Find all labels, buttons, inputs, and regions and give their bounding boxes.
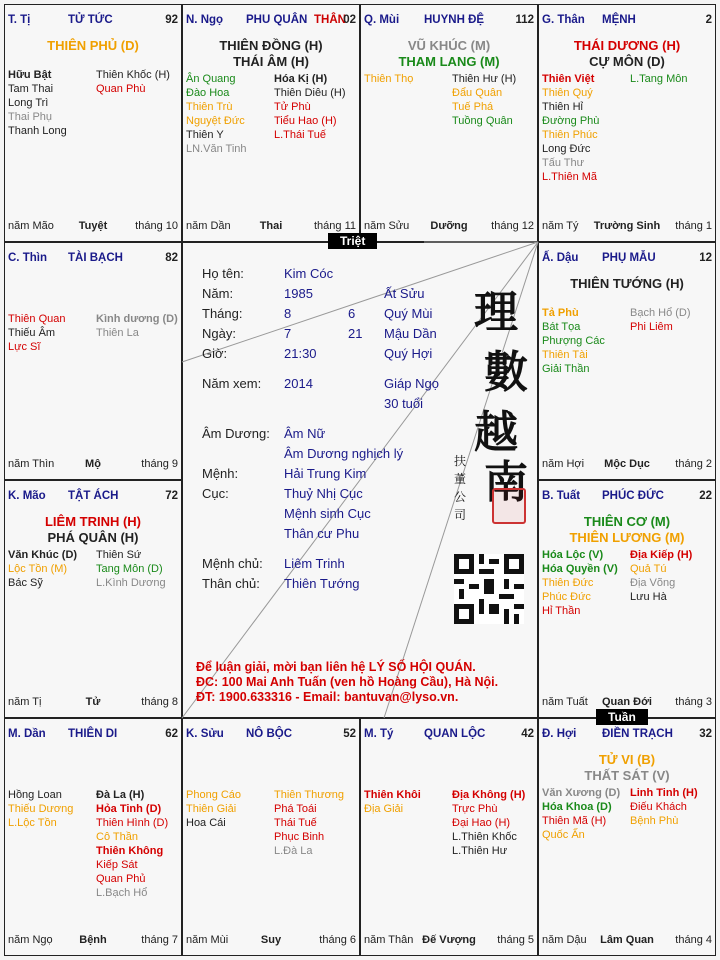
menh-label: Mệnh: (202, 466, 239, 481)
ho-ten: Kim Cóc (284, 266, 334, 281)
minor-star: Nguyệt Đức (186, 115, 245, 127)
minor-star: Thiên Việt (542, 73, 595, 85)
nam-xem-label: Năm xem: (202, 376, 262, 391)
am-duong-2: Âm Dương nghịch lý (284, 446, 404, 461)
thang-am: 8 (284, 306, 292, 321)
minor-star: Bệnh Phù (630, 815, 679, 827)
right-star-column (452, 788, 525, 858)
minor-star: Đẩu Quân (452, 87, 503, 99)
nam-label: Năm: (202, 286, 234, 301)
thang-label: Tháng: (202, 306, 243, 321)
minor-star: Thai Phụ (8, 111, 53, 123)
minor-star: Quả Tú (630, 563, 667, 575)
minor-star: Thiên Hỉ (542, 101, 583, 113)
minor-star: L.Thiên Mã (542, 171, 598, 183)
menh-chu: Liêm Trinh (284, 556, 345, 571)
minor-star: Thiên Thương (274, 789, 345, 801)
minor-star: Đại Hao (H) (452, 817, 511, 829)
minor-star: Thiên Mã (H) (542, 815, 607, 827)
palace-name: PHỤ MẪU (602, 252, 656, 264)
minor-star: L.Bạch Hổ (96, 887, 148, 899)
minor-star: L.Đà La (274, 845, 313, 857)
major-star: THAM LANG (M) (398, 54, 500, 69)
cell-mao (4, 480, 182, 718)
right-star-column (96, 788, 168, 900)
minor-star: Tử Phù (274, 101, 311, 113)
minor-star: Kiếp Sát (96, 859, 138, 871)
cell-footer (186, 934, 356, 948)
month-label: tháng 11 (313, 220, 356, 232)
cell-header (542, 490, 712, 506)
cell-footer (542, 696, 712, 710)
minor-star: Trực Phù (452, 803, 498, 815)
minor-star: Long Đức (542, 143, 591, 155)
right-star-column (630, 548, 692, 604)
palace-number: 62 (165, 728, 178, 740)
major-star: THIÊN ĐỒNG (H) (219, 38, 323, 53)
major-star: VŨ KHÚC (M) (407, 38, 491, 53)
minor-star: Thiên Hình (D) (96, 817, 169, 829)
cell-dan (4, 718, 182, 956)
palace-number: 2 (705, 14, 712, 26)
major-star: THIÊN TƯỚNG (H) (570, 276, 684, 291)
tuoi: 30 tuổi (384, 396, 424, 411)
than-chu-label: Thân chủ: (202, 576, 260, 591)
minor-star: Hỉ Thần (542, 605, 581, 617)
minor-star: L.Kình Dương (96, 577, 166, 589)
minor-star: Tuồng Quân (452, 115, 513, 127)
minor-star: Lộc Tồn (M) (8, 563, 68, 575)
month-label: tháng 12 (491, 220, 534, 232)
minor-star: Đà La (H) (96, 789, 145, 801)
minor-star: L.Thiên Hư (452, 845, 508, 857)
left-star-column (542, 306, 605, 376)
minor-star: Thiên La (96, 327, 139, 339)
minor-star: Tang Môn (D) (96, 563, 163, 575)
cuc-3: Thân cư Phu (284, 526, 360, 541)
palace-name: QUAN LỘC (424, 728, 486, 740)
branch-label: Đ. Hợi (542, 728, 577, 740)
cell-than (538, 4, 716, 242)
branch-label: Ấ. Dậu (542, 252, 579, 264)
cell-footer (542, 458, 712, 472)
minor-star: Thiếu Dương (8, 803, 74, 815)
minor-star: Tiểu Hao (H) (274, 115, 337, 127)
thang-duong: 6 (348, 306, 356, 321)
stage-label: Quan Đới (602, 696, 652, 708)
triet-tag: Triệt (328, 233, 377, 249)
minor-star: Địa Giải (364, 803, 404, 815)
month-label: tháng 6 (319, 934, 356, 946)
palace-name: HUYNH ĐỆ (424, 14, 485, 26)
left-star-column (364, 788, 421, 816)
minor-star: Tấu Thư (542, 157, 585, 169)
horoscope-board (4, 4, 716, 956)
cell-header (186, 728, 356, 744)
right-star-column (452, 72, 516, 128)
cell-header (8, 252, 178, 268)
am-duong: Âm Nữ (284, 426, 326, 441)
palace-number: 32 (699, 728, 712, 740)
cell-hoi (538, 718, 716, 956)
stage-label: Mộ (85, 458, 101, 470)
cell-ty (360, 718, 538, 956)
major-star: LIÊM TRINH (H) (44, 514, 142, 529)
right-star-column (274, 788, 344, 858)
minor-star: Cô Thần (96, 831, 138, 843)
left-star-column (186, 72, 247, 156)
cell-header (364, 728, 534, 744)
minor-star: Văn Xương (D) (542, 787, 621, 799)
minor-star: Phúc Đức (542, 591, 591, 603)
minor-star: L.Thái Tuế (274, 129, 326, 141)
seal-char: 數 (484, 347, 528, 398)
palace-number: 82 (165, 252, 178, 264)
cell-footer (8, 220, 178, 234)
month-label: tháng 3 (675, 696, 712, 708)
cell-header (364, 14, 534, 30)
minor-star: Thiên Phúc (542, 129, 598, 141)
right-star-column (630, 306, 691, 334)
minor-star: Quốc Ấn (542, 829, 585, 841)
am-duong-label: Âm Dương: (202, 426, 270, 441)
cuc: Thuỷ Nhị Cục (284, 486, 363, 501)
major-star: TỬ VI (B) (598, 752, 656, 767)
ngay-can: Mậu Dần (384, 326, 437, 341)
minor-star: Thiên Hư (H) (452, 73, 517, 85)
branch-label: T. Tị (8, 14, 31, 26)
minor-star: Tuế Phá (452, 101, 494, 113)
stage-label: Tử (85, 696, 101, 708)
palace-name: TẬT ÁCH (68, 490, 119, 502)
major-star: THÁI ÂM (H) (233, 54, 309, 69)
nam: 1985 (284, 286, 313, 301)
branch-label: B. Tuất (542, 490, 581, 502)
year-label: năm Tuất (542, 696, 588, 708)
minor-star: Thái Tuế (274, 817, 317, 829)
minor-star: Thiên Quan (8, 313, 66, 325)
palace-name: PHÚC ĐỨC (602, 490, 664, 502)
menh-chu-label: Mệnh chủ: (202, 556, 263, 571)
major-star: THIÊN PHỦ (D) (47, 38, 139, 53)
minor-star: Thiên Quý (542, 87, 593, 99)
year-label: năm Thân (364, 934, 414, 946)
cell-footer (8, 696, 178, 710)
month-label: tháng 4 (675, 934, 712, 946)
minor-star: Thiên Trù (186, 101, 233, 113)
minor-star: Hồng Loan (8, 789, 62, 801)
major-star: THÁI DƯƠNG (H) (573, 38, 681, 53)
minor-star: Phục Binh (274, 831, 325, 843)
minor-star: Thiếu Âm (8, 327, 56, 339)
month-label: tháng 9 (141, 458, 178, 470)
major-star: THIÊN LƯƠNG (M) (569, 530, 685, 545)
minor-star: Hoa Cái (186, 817, 226, 829)
major-star: THẤT SÁT (V) (584, 768, 670, 783)
left-star-column (8, 312, 65, 354)
seal-char: 理 (474, 287, 518, 338)
ho-ten-label: Họ tên: (202, 266, 244, 281)
minor-star: Linh Tinh (H) (630, 787, 698, 799)
major-star: PHÁ QUÂN (H) (47, 530, 139, 545)
year-label: năm Tý (542, 220, 579, 232)
red-stamp (492, 488, 526, 524)
branch-label: K. Mão (8, 490, 46, 502)
cell-dau (538, 242, 716, 480)
contact-phone-email[interactable]: ĐT: 1900.633316 - Email: bantuvan@lyso.vn. (196, 690, 459, 704)
palace-number: 02 (343, 14, 356, 26)
major-star: CỰ MÔN (D) (589, 54, 665, 69)
branch-label: M. Dần (8, 728, 46, 740)
minor-star: LN.Văn Tinh (186, 143, 247, 155)
minor-star: Thiên Khôi (364, 789, 421, 801)
year-label: năm Mão (8, 220, 54, 232)
palace-number: 12 (699, 252, 712, 264)
minor-star: Bát Tọa (542, 321, 581, 333)
minor-star: L.Lộc Tồn (8, 817, 57, 829)
cell-header (542, 14, 712, 30)
cell-tuat (538, 480, 716, 718)
minor-star: Hóa Lộc (V) (542, 549, 604, 561)
stage-label: Thai (259, 220, 283, 232)
left-star-column (542, 786, 620, 842)
palace-number: 72 (165, 490, 178, 502)
left-star-column (8, 788, 73, 830)
year-label: năm Dần (186, 220, 231, 232)
cell-footer (542, 934, 712, 948)
palace-number: 42 (521, 728, 534, 740)
stage-label: Đế Vượng (422, 934, 476, 946)
cell-header (8, 490, 178, 506)
cell-footer (8, 934, 178, 948)
minor-star: Đường Phù (542, 115, 600, 127)
seal-char: 南 (484, 457, 528, 508)
branch-label: Q. Mùi (364, 14, 400, 26)
year-label: năm Tị (8, 696, 42, 708)
cell-footer (8, 458, 178, 472)
minor-star: Long Trì (8, 97, 49, 109)
ngay-label: Ngày: (202, 326, 236, 341)
tuan-tag: Tuần (596, 709, 648, 725)
palace-number: 52 (343, 728, 356, 740)
minor-star: Điếu Khách (630, 801, 687, 813)
cuc-2: Mệnh sinh Cục (284, 506, 371, 521)
branch-label: G. Thân (542, 14, 585, 26)
left-star-column (542, 548, 618, 618)
than-marker: THÂN (314, 14, 346, 26)
palace-number: 112 (515, 14, 534, 26)
minor-star: Ân Quang (186, 73, 236, 85)
palace-name: PHU QUÂN (246, 14, 308, 26)
cell-thin (4, 242, 182, 480)
right-star-column (274, 72, 346, 142)
cuc-label: Cục: (202, 486, 229, 501)
right-star-column (96, 312, 178, 340)
minor-star: Hữu Bật (8, 69, 52, 81)
branch-label: N. Ngọ (186, 14, 224, 26)
right-star-column (96, 548, 166, 590)
palace-name: ĐIỀN TRẠCH (602, 728, 673, 740)
minor-star: Thiên Đức (542, 577, 594, 589)
minor-star: Thanh Long (8, 125, 67, 137)
minor-star: Giải Thần (542, 363, 590, 375)
minor-star: Quan Phù (96, 83, 146, 95)
branch-label: K. Sửu (186, 728, 224, 740)
palace-name: MỆNH (602, 14, 636, 26)
minor-star: Quan Phủ (96, 873, 146, 885)
palace-name: TỬ TỨC (68, 14, 113, 26)
minor-star: Thiên Sứ (96, 549, 142, 561)
minor-star: Phá Toái (274, 803, 317, 815)
cell-header (186, 14, 356, 30)
minor-star: L.Thiên Khốc (452, 831, 517, 843)
year-label: năm Thìn (8, 458, 55, 470)
palace-number: 22 (699, 490, 712, 502)
contact-line: Để luận giải, mời bạn liên hệ LÝ SỐ HỘI QUÁN. (196, 660, 476, 674)
minor-star: Địa Không (H) (452, 789, 526, 801)
minor-star: Hóa Khoa (D) (542, 801, 612, 813)
gio: 21:30 (284, 346, 317, 361)
palace-name: TÀI BẠCH (68, 252, 123, 264)
minor-star: Thiên Tài (542, 349, 588, 361)
contact-address: ĐC: 100 Mai Anh Tuấn (ven hồ Hoàng Cầu), Hà Nội. (196, 675, 499, 689)
minor-star: Tam Thai (8, 83, 54, 95)
minor-star: Địa Kiếp (H) (630, 549, 693, 561)
branch-label: M. Tý (364, 728, 394, 740)
cell-ngo (182, 4, 360, 242)
cell-footer (364, 934, 534, 948)
right-star-column (96, 68, 170, 96)
cell-header (542, 728, 712, 744)
stage-label: Mộc Dục (604, 458, 650, 470)
cell-header (542, 252, 712, 268)
month-label: tháng 1 (675, 220, 712, 232)
cell-header (8, 728, 178, 744)
minor-star: Hỏa Tinh (D) (96, 803, 162, 815)
minor-star: Kình dương (D) (96, 313, 178, 325)
minor-star: Lưu Hà (630, 591, 667, 603)
minor-star: Phượng Các (542, 335, 605, 347)
minor-star: Tả Phù (542, 307, 579, 319)
left-star-column (542, 72, 599, 184)
stage-label: Bệnh (79, 934, 107, 946)
minor-star: Bạch Hổ (D) (630, 307, 691, 319)
minor-star: Thiên Y (186, 129, 224, 141)
palace-number: 92 (165, 14, 178, 26)
palace-name: NÔ BỘC (246, 728, 292, 740)
minor-star: Phi Liêm (630, 321, 673, 333)
nam-xem: 2014 (284, 376, 313, 391)
month-label: tháng 7 (141, 934, 178, 946)
stage-label: Tuyệt (78, 220, 108, 232)
palace-name: THIÊN DI (68, 728, 118, 740)
left-star-column (8, 68, 67, 138)
minor-star: Hóa Kị (H) (274, 73, 328, 85)
qr-code-icon (454, 554, 524, 624)
month-label: tháng 5 (497, 934, 534, 946)
cell-suu (182, 718, 360, 956)
ngay-am: 7 (284, 326, 292, 341)
year-label: năm Hợi (542, 458, 585, 470)
cell-header (8, 14, 178, 30)
minor-star: Văn Khúc (D) (8, 549, 78, 561)
minor-star: Thiên Thọ (364, 73, 414, 85)
minor-star: Thiên Không (96, 845, 164, 857)
gio-label: Giờ: (202, 346, 228, 361)
month-label: tháng 8 (141, 696, 178, 708)
year-label: năm Mùi (186, 934, 229, 946)
contact-block (196, 660, 536, 705)
minor-star: Lực Sĩ (8, 341, 41, 353)
seal-small-text: 扶 董 公 司 (454, 454, 467, 522)
center-info (182, 242, 538, 718)
cell-mui (360, 4, 538, 242)
gio-can: Quý Hợi (384, 346, 433, 361)
minor-star: L.Tang Môn (630, 73, 688, 85)
minor-star: Phong Cáo (186, 789, 242, 801)
thang-can: Quý Mùi (384, 306, 433, 321)
minor-star: Hóa Quyền (V) (542, 563, 618, 575)
minor-star: Thiên Giải (186, 803, 237, 815)
left-star-column (364, 72, 413, 86)
minor-star: Thiên Diêu (H) (274, 87, 346, 99)
year-label: năm Sửu (364, 220, 410, 232)
than-chu: Thiên Tướng (284, 576, 360, 591)
stage-label: Suy (260, 934, 282, 946)
nam-xem-can: Giáp Ngọ (384, 376, 439, 391)
stage-label: Dưỡng (430, 220, 468, 232)
cell-footer (542, 220, 712, 234)
branch-label: C. Thìn (8, 252, 47, 264)
cell-footer (186, 220, 356, 234)
stage-label: Lâm Quan (600, 934, 654, 946)
cell-footer (364, 220, 534, 234)
year-label: năm Dậu (542, 934, 587, 946)
stage-label: Trường Sinh (593, 220, 661, 232)
cell-ti (4, 4, 182, 242)
month-label: tháng 10 (135, 220, 178, 232)
menh: Hải Trung Kim (284, 466, 367, 481)
minor-star: Bác Sỹ (8, 577, 43, 589)
right-star-column (630, 72, 687, 86)
left-star-column (186, 788, 241, 830)
right-star-column (630, 786, 698, 828)
minor-star: Địa Võng (630, 577, 676, 589)
seal-char: 越 (474, 407, 518, 458)
left-star-column (8, 548, 77, 590)
minor-star: Thiên Khốc (H) (96, 69, 170, 81)
month-label: tháng 2 (675, 458, 712, 470)
minor-star: Đào Hoa (186, 87, 230, 99)
year-label: năm Ngọ (8, 934, 53, 946)
major-star: THIÊN CƠ (M) (583, 514, 671, 529)
nam-can: Ất Sửu (384, 286, 425, 301)
ngay-duong: 21 (348, 326, 363, 341)
